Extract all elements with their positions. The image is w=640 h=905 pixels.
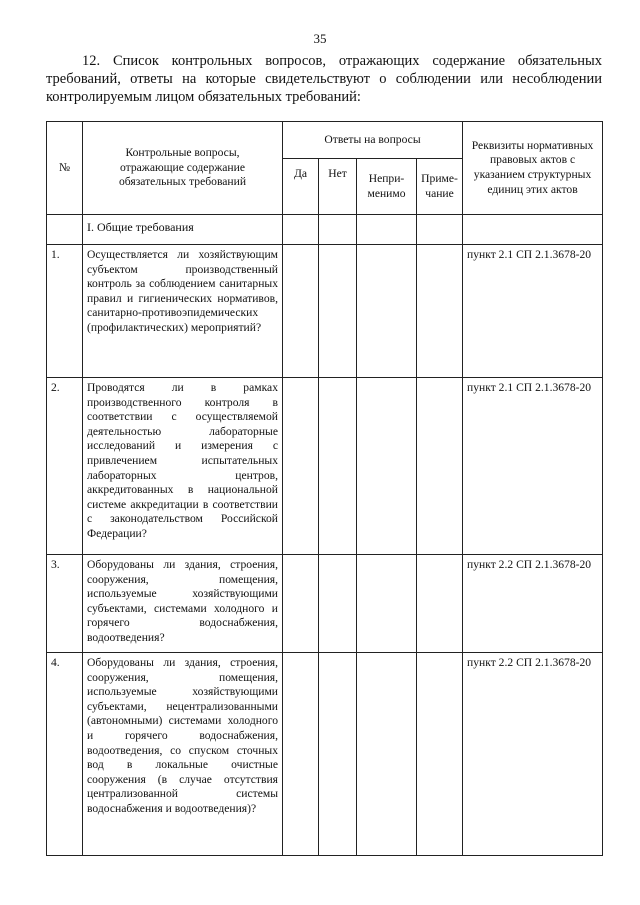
answer-cell — [357, 215, 417, 245]
answer-cell — [417, 215, 463, 245]
list-heading: 12. Список контрольных вопросов, отражающих содержание обязательных требований, ответы на которые свидетельствуют о соблюдении или несоблюдении контролируемым лицом обязательных требований: — [46, 53, 602, 105]
section-title: I. Общие требования — [83, 215, 283, 245]
header-answers: Ответы на вопросы — [283, 122, 463, 159]
table-row — [47, 555, 603, 653]
header-requisites: Реквизиты нормативных правовых актов с указанием структурных единиц этих актов — [463, 122, 603, 215]
row-question — [83, 653, 283, 856]
table-row — [47, 653, 603, 856]
header-yes: Да — [283, 159, 319, 215]
table-row — [47, 378, 603, 555]
row-number: 2. — [47, 378, 83, 555]
reference-cell — [463, 215, 603, 245]
row-reference: пункт 2.1 СП 2.1.3678-20 — [463, 378, 603, 555]
row-number: 1. — [47, 245, 83, 378]
question-text: Оборудованы ли здания, строения, сооружения, помещения, используемые хозяйствующими субъектами, нецентрализованными (автономными) системами холодного и горячего водоснабжения, водоотведения, со спуском сточных вод в локальные очистные сооружения (в случае отсутствия централизованной системы водоснабжения и водоотведения)? — [87, 656, 278, 815]
header-note: Приме-чание — [417, 159, 463, 215]
header-number: № — [47, 122, 83, 215]
answer-cell — [319, 215, 357, 245]
page-number: 35 — [313, 31, 327, 46]
answer-not-applicable-cell[interactable] — [357, 653, 417, 856]
row-question — [83, 378, 283, 555]
answer-not-applicable-cell[interactable] — [357, 378, 417, 555]
row-reference: пункт 2.2 СП 2.1.3678-20 — [463, 555, 603, 653]
answer-no-cell[interactable] — [319, 653, 357, 856]
control-questions-table — [46, 121, 603, 856]
row-question — [83, 245, 283, 378]
answer-no-cell[interactable] — [319, 555, 357, 653]
answer-not-applicable-cell[interactable] — [357, 245, 417, 378]
table-row — [47, 245, 603, 378]
question-text: Проводятся ли в рамках производственного контроля в соответствии с осуществляемой деятельностью лабораторные исследований и измерения с привлечением испытательных лабораторных центров, аккредитованных в национальной системе аккредитации в соответствии с законодательством Российской Федерации? — [87, 381, 278, 540]
answer-note-cell[interactable] — [417, 555, 463, 653]
answer-yes-cell[interactable] — [283, 245, 319, 378]
row-number: 3. — [47, 555, 83, 653]
answer-yes-cell[interactable] — [283, 555, 319, 653]
answer-cell — [283, 215, 319, 245]
answer-note-cell[interactable] — [417, 245, 463, 378]
header-no: Нет — [319, 159, 357, 215]
row-reference: пункт 2.1 СП 2.1.3678-20 — [463, 245, 603, 378]
header-not-applicable: Непри-менимо — [357, 159, 417, 215]
answer-no-cell[interactable] — [319, 245, 357, 378]
answer-yes-cell[interactable] — [283, 378, 319, 555]
row-reference: пункт 2.2 СП 2.1.3678-20 — [463, 653, 603, 856]
header-question: Контрольные вопросы, отражающие содержание обязательных требований — [83, 122, 283, 215]
section-number-cell — [47, 215, 83, 245]
answer-note-cell[interactable] — [417, 378, 463, 555]
question-text: Осуществляется ли хозяйствующим субъектом производственный контроль за соблюдением санитарных правил и гигиенических нормативов, санитарно-противоэпидемических (профилактических) мероприятий? — [87, 248, 278, 334]
row-question — [83, 555, 283, 653]
answer-yes-cell[interactable] — [283, 653, 319, 856]
answer-no-cell[interactable] — [319, 378, 357, 555]
row-number: 4. — [47, 653, 83, 856]
question-text: Оборудованы ли здания, строения, сооружения, помещения, используемые хозяйствующими субъектами, системами холодного и горячего водоснабжения, водоотведения? — [87, 558, 278, 644]
answer-not-applicable-cell[interactable] — [357, 555, 417, 653]
answer-note-cell[interactable] — [417, 653, 463, 856]
